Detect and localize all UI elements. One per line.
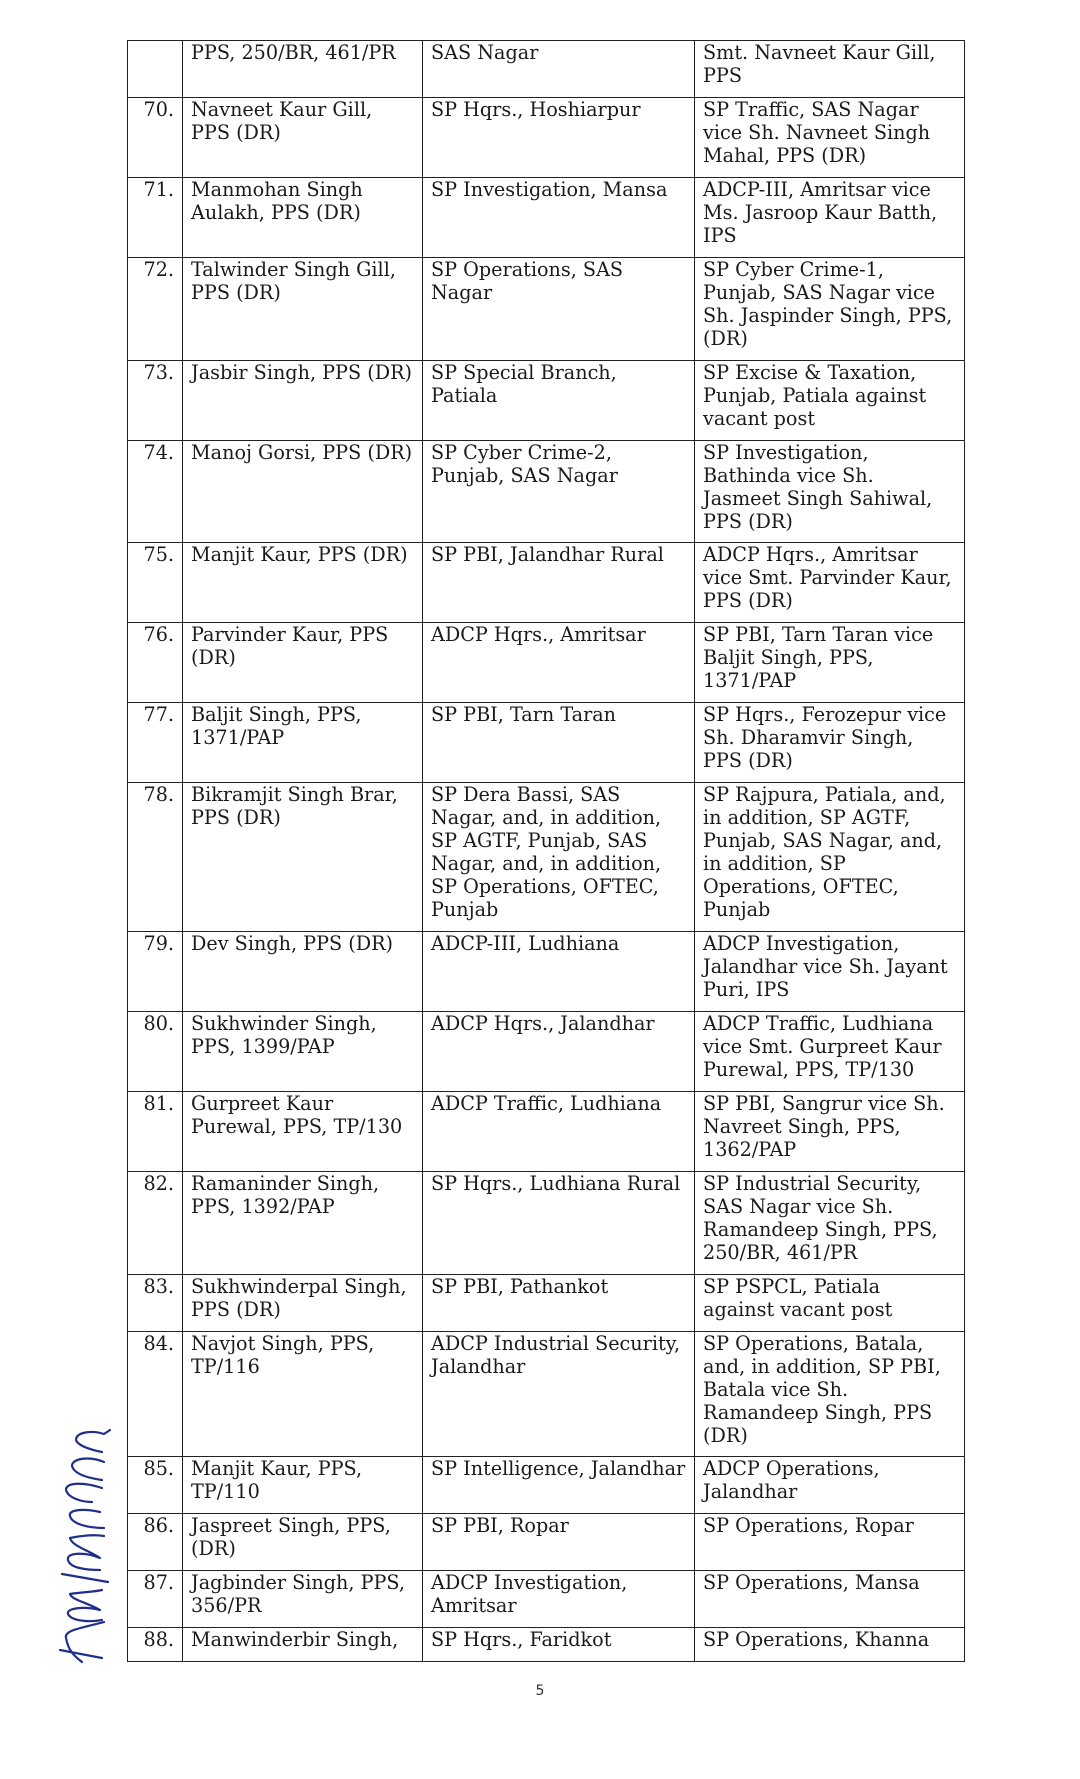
serial-number-cell [128, 41, 183, 98]
new-posting-cell: ADCP-III, Amritsar vice Ms. Jasroop Kaur Batth, IPS [695, 178, 965, 258]
table-row [128, 1012, 965, 1092]
new-posting-cell: Smt. Navneet Kaur Gill, PPS [695, 41, 965, 98]
new-posting-cell: SP Hqrs., Ferozepur vice Sh. Dharamvir Singh, PPS (DR) [695, 703, 965, 783]
table-row [128, 178, 965, 258]
new-posting-cell: SP Operations, Khanna [695, 1628, 965, 1662]
table-row [128, 1628, 965, 1662]
current-posting-cell: SP Hqrs., Faridkot [423, 1628, 695, 1662]
current-posting-cell: SP Hqrs., Ludhiana Rural [423, 1172, 695, 1275]
serial-number-cell: 78. [128, 783, 183, 932]
officer-name-cell: Sukhwinderpal Singh, PPS (DR) [183, 1275, 423, 1332]
table-row [128, 1457, 965, 1514]
new-posting-cell: SP PBI, Sangrur vice Sh. Navreet Singh, PPS, 1362/PAP [695, 1092, 965, 1172]
officer-name-cell: PPS, 250/BR, 461/PR [183, 41, 423, 98]
current-posting-cell: SP Cyber Crime-2, Punjab, SAS Nagar [423, 441, 695, 543]
officer-name-cell: Sukhwinder Singh, PPS, 1399/PAP [183, 1012, 423, 1092]
current-posting-cell: SAS Nagar [423, 41, 695, 98]
serial-number-cell: 87. [128, 1571, 183, 1628]
new-posting-cell: SP Investigation, Bathinda vice Sh. Jasmeet Singh Sahiwal, PPS (DR) [695, 441, 965, 543]
current-posting-cell: SP Operations, SAS Nagar [423, 258, 695, 361]
current-posting-cell: SP Special Branch, Patiala [423, 361, 695, 441]
current-posting-cell: SP Hqrs., Hoshiarpur [423, 98, 695, 178]
serial-number-cell: 77. [128, 703, 183, 783]
officer-name-cell: Baljit Singh, PPS, 1371/PAP [183, 703, 423, 783]
serial-number-cell: 70. [128, 98, 183, 178]
new-posting-cell: ADCP Investigation, Jalandhar vice Sh. Jayant Puri, IPS [695, 932, 965, 1012]
officer-name-cell: Manoj Gorsi, PPS (DR) [183, 441, 423, 543]
serial-number-cell: 83. [128, 1275, 183, 1332]
table-row [128, 1571, 965, 1628]
officer-name-cell: Dev Singh, PPS (DR) [183, 932, 423, 1012]
serial-number-cell: 74. [128, 441, 183, 543]
officer-name-cell: Parvinder Kaur, PPS (DR) [183, 623, 423, 703]
new-posting-cell: SP Cyber Crime-1, Punjab, SAS Nagar vice Sh. Jaspinder Singh, PPS, (DR) [695, 258, 965, 361]
serial-number-cell: 73. [128, 361, 183, 441]
officer-name-cell: Manjit Kaur, PPS (DR) [183, 543, 423, 623]
officer-name-cell: Navjot Singh, PPS, TP/116 [183, 1332, 423, 1457]
new-posting-cell: SP Operations, Mansa [695, 1571, 965, 1628]
new-posting-cell: ADCP Operations, Jalandhar [695, 1457, 965, 1514]
current-posting-cell: ADCP-III, Ludhiana [423, 932, 695, 1012]
new-posting-cell: SP Industrial Security, SAS Nagar vice Sh. Ramandeep Singh, PPS, 250/BR, 461/PR [695, 1172, 965, 1275]
table-row [128, 1172, 965, 1275]
serial-number-cell: 88. [128, 1628, 183, 1662]
officer-name-cell: Jasbir Singh, PPS (DR) [183, 361, 423, 441]
new-posting-cell: ADCP Hqrs., Amritsar vice Smt. Parvinder Kaur, PPS (DR) [695, 543, 965, 623]
table-row [128, 543, 965, 623]
current-posting-cell: ADCP Industrial Security, Jalandhar [423, 1332, 695, 1457]
officer-name-cell: Jaspreet Singh, PPS, (DR) [183, 1514, 423, 1571]
new-posting-cell: SP Operations, Batala, and, in addition, SP PBI, Batala vice Sh. Ramandeep Singh, PPS (DR) [695, 1332, 965, 1457]
serial-number-cell: 80. [128, 1012, 183, 1092]
signature [42, 1424, 122, 1664]
current-posting-cell: SP Intelligence, Jalandhar [423, 1457, 695, 1514]
new-posting-cell: SP Excise & Taxation, Punjab, Patiala against vacant post [695, 361, 965, 441]
serial-number-cell: 75. [128, 543, 183, 623]
serial-number-cell: 82. [128, 1172, 183, 1275]
serial-number-cell: 71. [128, 178, 183, 258]
table-row [128, 441, 965, 543]
table-row [128, 932, 965, 1012]
officer-name-cell: Manmohan Singh Aulakh, PPS (DR) [183, 178, 423, 258]
table-row [128, 1514, 965, 1571]
current-posting-cell: ADCP Hqrs., Jalandhar [423, 1012, 695, 1092]
current-posting-cell: SP PBI, Tarn Taran [423, 703, 695, 783]
table-row [128, 1092, 965, 1172]
table-row [128, 623, 965, 703]
current-posting-cell: ADCP Investigation, Amritsar [423, 1571, 695, 1628]
table-row [128, 98, 965, 178]
current-posting-cell: SP PBI, Ropar [423, 1514, 695, 1571]
officer-name-cell: Talwinder Singh Gill, PPS (DR) [183, 258, 423, 361]
serial-number-cell: 86. [128, 1514, 183, 1571]
current-posting-cell: ADCP Traffic, Ludhiana [423, 1092, 695, 1172]
table-row [128, 361, 965, 441]
transfer-table-body [128, 41, 965, 1662]
serial-number-cell: 72. [128, 258, 183, 361]
serial-number-cell: 79. [128, 932, 183, 1012]
serial-number-cell: 76. [128, 623, 183, 703]
current-posting-cell: SP PBI, Pathankot [423, 1275, 695, 1332]
officer-name-cell: Navneet Kaur Gill, PPS (DR) [183, 98, 423, 178]
new-posting-cell: SP Operations, Ropar [695, 1514, 965, 1571]
current-posting-cell: SP Investigation, Mansa [423, 178, 695, 258]
officer-name-cell: Ramaninder Singh, PPS, 1392/PAP [183, 1172, 423, 1275]
officer-name-cell: Manwinderbir Singh, [183, 1628, 423, 1662]
current-posting-cell: SP Dera Bassi, SAS Nagar, and, in addition, SP AGTF, Punjab, SAS Nagar, and, in addition, SP Operations, OFTEC, Punjab [423, 783, 695, 932]
officer-name-cell: Jagbinder Singh, PPS, 356/PR [183, 1571, 423, 1628]
table-row [128, 41, 965, 98]
officer-name-cell: Bikramjit Singh Brar, PPS (DR) [183, 783, 423, 932]
page-number: 5 [535, 1683, 545, 1699]
current-posting-cell: ADCP Hqrs., Amritsar [423, 623, 695, 703]
transfer-table [127, 40, 965, 1662]
table-row [128, 1275, 965, 1332]
new-posting-cell: SP Rajpura, Patiala, and, in addition, SP AGTF, Punjab, SAS Nagar, and, in addition, SP Operations, OFTEC, Punjab [695, 783, 965, 932]
new-posting-cell: SP PBI, Tarn Taran vice Baljit Singh, PPS, 1371/PAP [695, 623, 965, 703]
serial-number-cell: 84. [128, 1332, 183, 1457]
serial-number-cell: 85. [128, 1457, 183, 1514]
new-posting-cell: SP Traffic, SAS Nagar vice Sh. Navneet Singh Mahal, PPS (DR) [695, 98, 965, 178]
current-posting-cell: SP PBI, Jalandhar Rural [423, 543, 695, 623]
serial-number-cell: 81. [128, 1092, 183, 1172]
table-row [128, 783, 965, 932]
table-row [128, 703, 965, 783]
new-posting-cell: ADCP Traffic, Ludhiana vice Smt. Gurpreet Kaur Purewal, PPS, TP/130 [695, 1012, 965, 1092]
new-posting-cell: SP PSPCL, Patiala against vacant post [695, 1275, 965, 1332]
table-row [128, 258, 965, 361]
officer-name-cell: Manjit Kaur, PPS, TP/110 [183, 1457, 423, 1514]
table-row [128, 1332, 965, 1457]
officer-name-cell: Gurpreet Kaur Purewal, PPS, TP/130 [183, 1092, 423, 1172]
